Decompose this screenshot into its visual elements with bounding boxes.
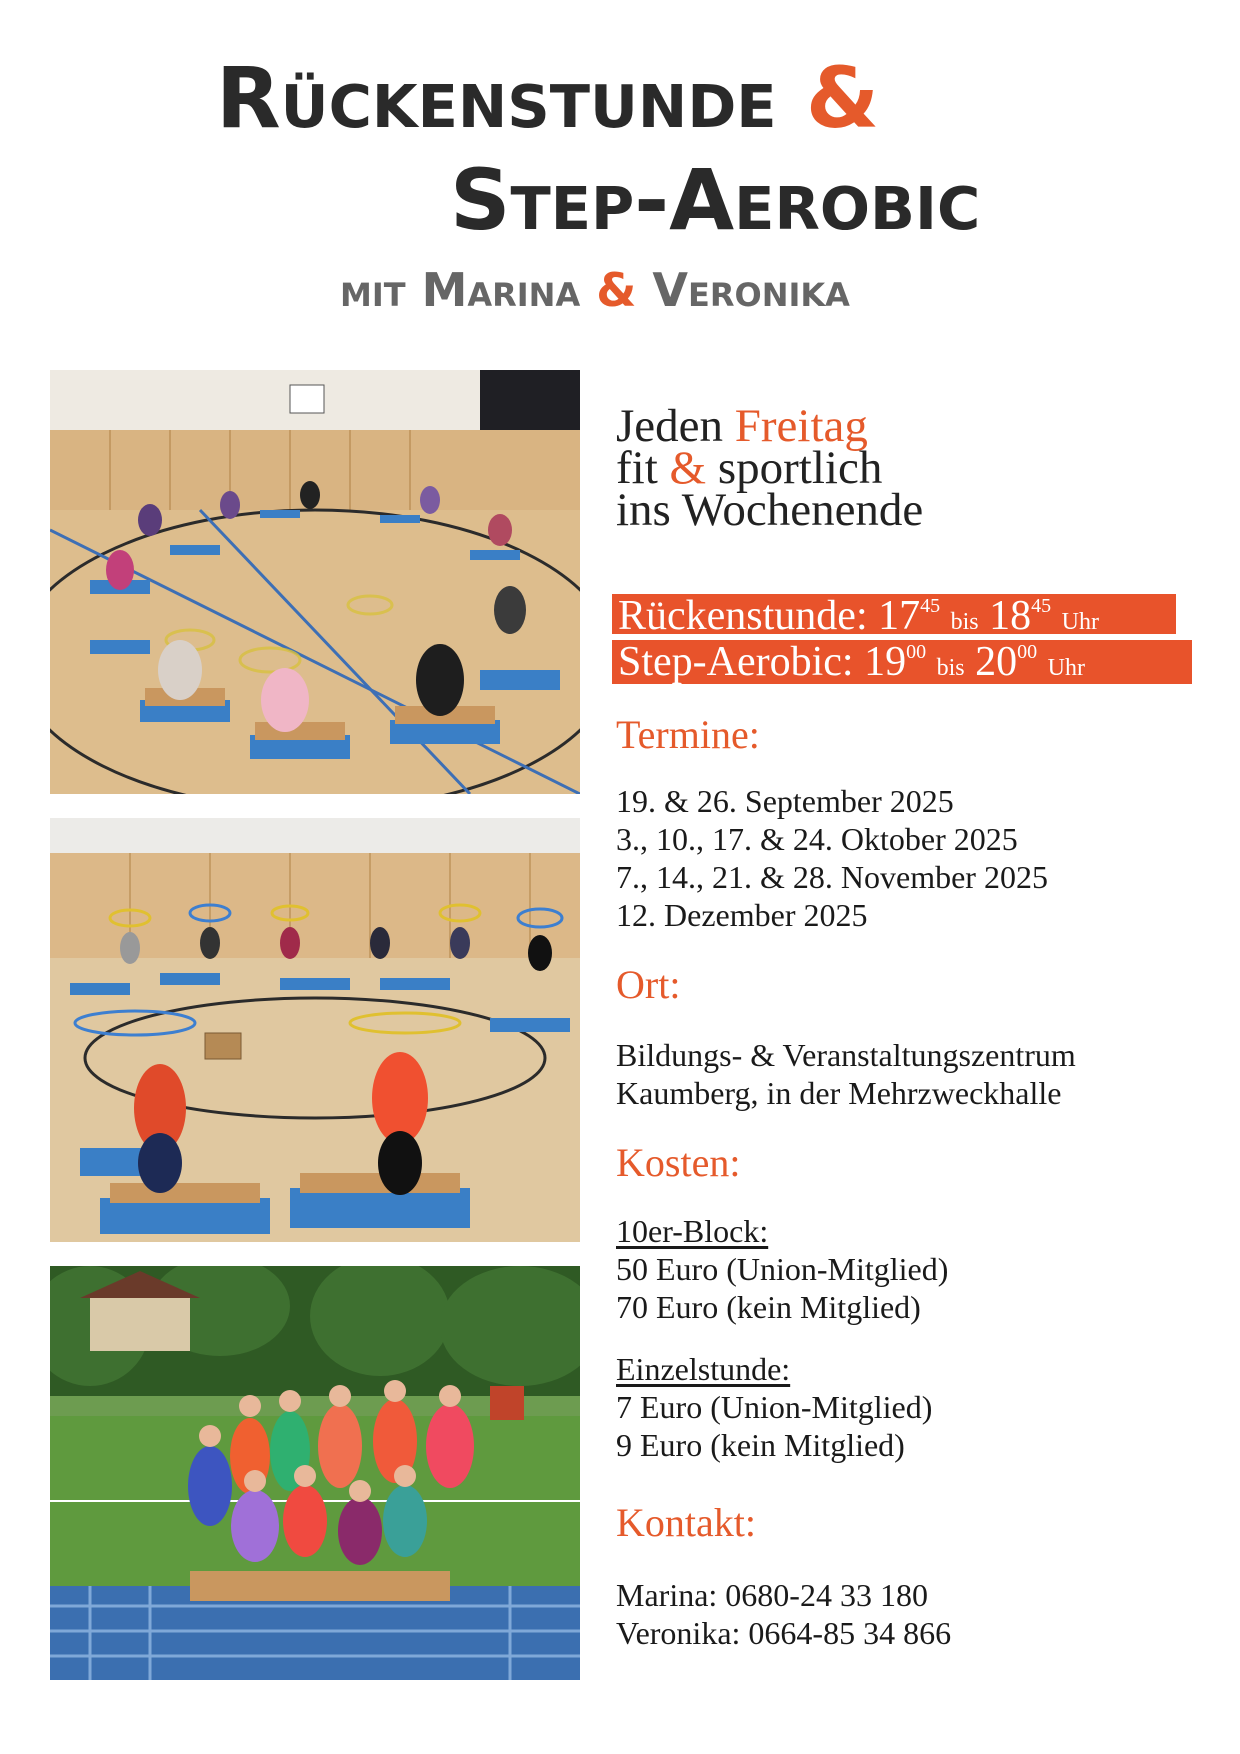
title-ampersand: & (805, 49, 880, 147)
title-step-aerobic: Step-Aerobic (450, 151, 981, 249)
ort-line: Kaumberg, in der Mehrzweckhalle (616, 1075, 1062, 1111)
kontakt-marina: Marina: 0680-24 33 180 (616, 1577, 928, 1613)
termine-line: 7., 14., 21. & 28. November 2025 (616, 859, 1048, 895)
termine-heading: Termine: (616, 712, 760, 757)
photo-outdoor-group (50, 1266, 580, 1680)
ort-heading: Ort: (616, 962, 681, 1007)
kosten-line: 7 Euro (Union-Mitglied) (616, 1389, 933, 1425)
tagline-ampersand: & (669, 442, 707, 494)
rueckenstunde-end-minute: 45 (1031, 595, 1052, 617)
title-line2 (450, 150, 1210, 250)
title-line1 (216, 48, 976, 148)
step-aerobic-label: Step-Aerobic: (618, 640, 854, 684)
rueckenstunde-unit: Uhr (1061, 609, 1099, 634)
ort-line: Bildungs- & Veranstaltungszentrum (616, 1037, 1076, 1073)
step-aerobic-end-hour: 20 (975, 640, 1018, 684)
title-rueckenstunde: Rückenstunde (216, 49, 777, 147)
tagline-freitag: Freitag (734, 400, 868, 452)
step-aerobic-unit: Uhr (1047, 655, 1085, 681)
photo-gym-hall-hula-hoops (50, 818, 580, 1242)
rueckenstunde-label: Rückenstunde: (618, 594, 868, 634)
rueckenstunde-end-hour: 18 (989, 594, 1032, 634)
termine-line: 3., 10., 17. & 24. Oktober 2025 (616, 821, 1018, 857)
schedule-bar-rueckenstunde (612, 594, 1176, 634)
step-aerobic-start-minute: 00 (906, 641, 927, 663)
rueckenstunde-start-hour: 17 (878, 594, 921, 634)
ort-address (616, 1036, 1076, 1112)
kontakt-heading: Kontakt: (616, 1500, 756, 1545)
kosten-single (616, 1350, 932, 1464)
tagline-jeden: Jeden (616, 400, 724, 452)
tagline-line2 (616, 442, 1236, 494)
tagline (616, 400, 1236, 536)
kosten-single-label: Einzelstunde: (616, 1351, 791, 1387)
kosten-line: 70 Euro (kein Mitglied) (616, 1289, 921, 1325)
photo-gym-hall-squats (50, 370, 580, 794)
termine-line: 12. Dezember 2025 (616, 897, 868, 933)
kontakt-list (616, 1576, 951, 1652)
kosten-block (616, 1212, 948, 1326)
subtitle-prefix: mit Marina (340, 263, 581, 317)
kontakt-veronika: Veronika: 0664-85 34 866 (616, 1615, 952, 1651)
kosten-line: 9 Euro (kein Mitglied) (616, 1427, 905, 1463)
step-aerobic-bis: bis (936, 655, 965, 681)
tagline-sportlich: sportlich (717, 442, 883, 494)
subtitle (340, 262, 960, 318)
step-aerobic-start-hour: 19 (864, 640, 907, 684)
kosten-block-label: 10er-Block: (616, 1213, 769, 1249)
schedule-bar-step-aerobic (612, 640, 1192, 684)
rueckenstunde-bis: bis (950, 609, 979, 634)
termine-list (616, 782, 1048, 934)
subtitle-ampersand: & (596, 263, 637, 317)
rueckenstunde-start-minute: 45 (920, 595, 941, 617)
kosten-line: 50 Euro (Union-Mitglied) (616, 1251, 949, 1287)
termine-line: 19. & 26. September 2025 (616, 783, 954, 819)
tagline-line3: ins Wochenende (616, 484, 924, 536)
tagline-fit: fit (616, 442, 658, 494)
step-aerobic-end-minute: 00 (1017, 641, 1038, 663)
kosten-heading: Kosten: (616, 1140, 741, 1185)
subtitle-suffix: Veronika (652, 263, 850, 317)
tagline-line1 (616, 400, 1236, 452)
